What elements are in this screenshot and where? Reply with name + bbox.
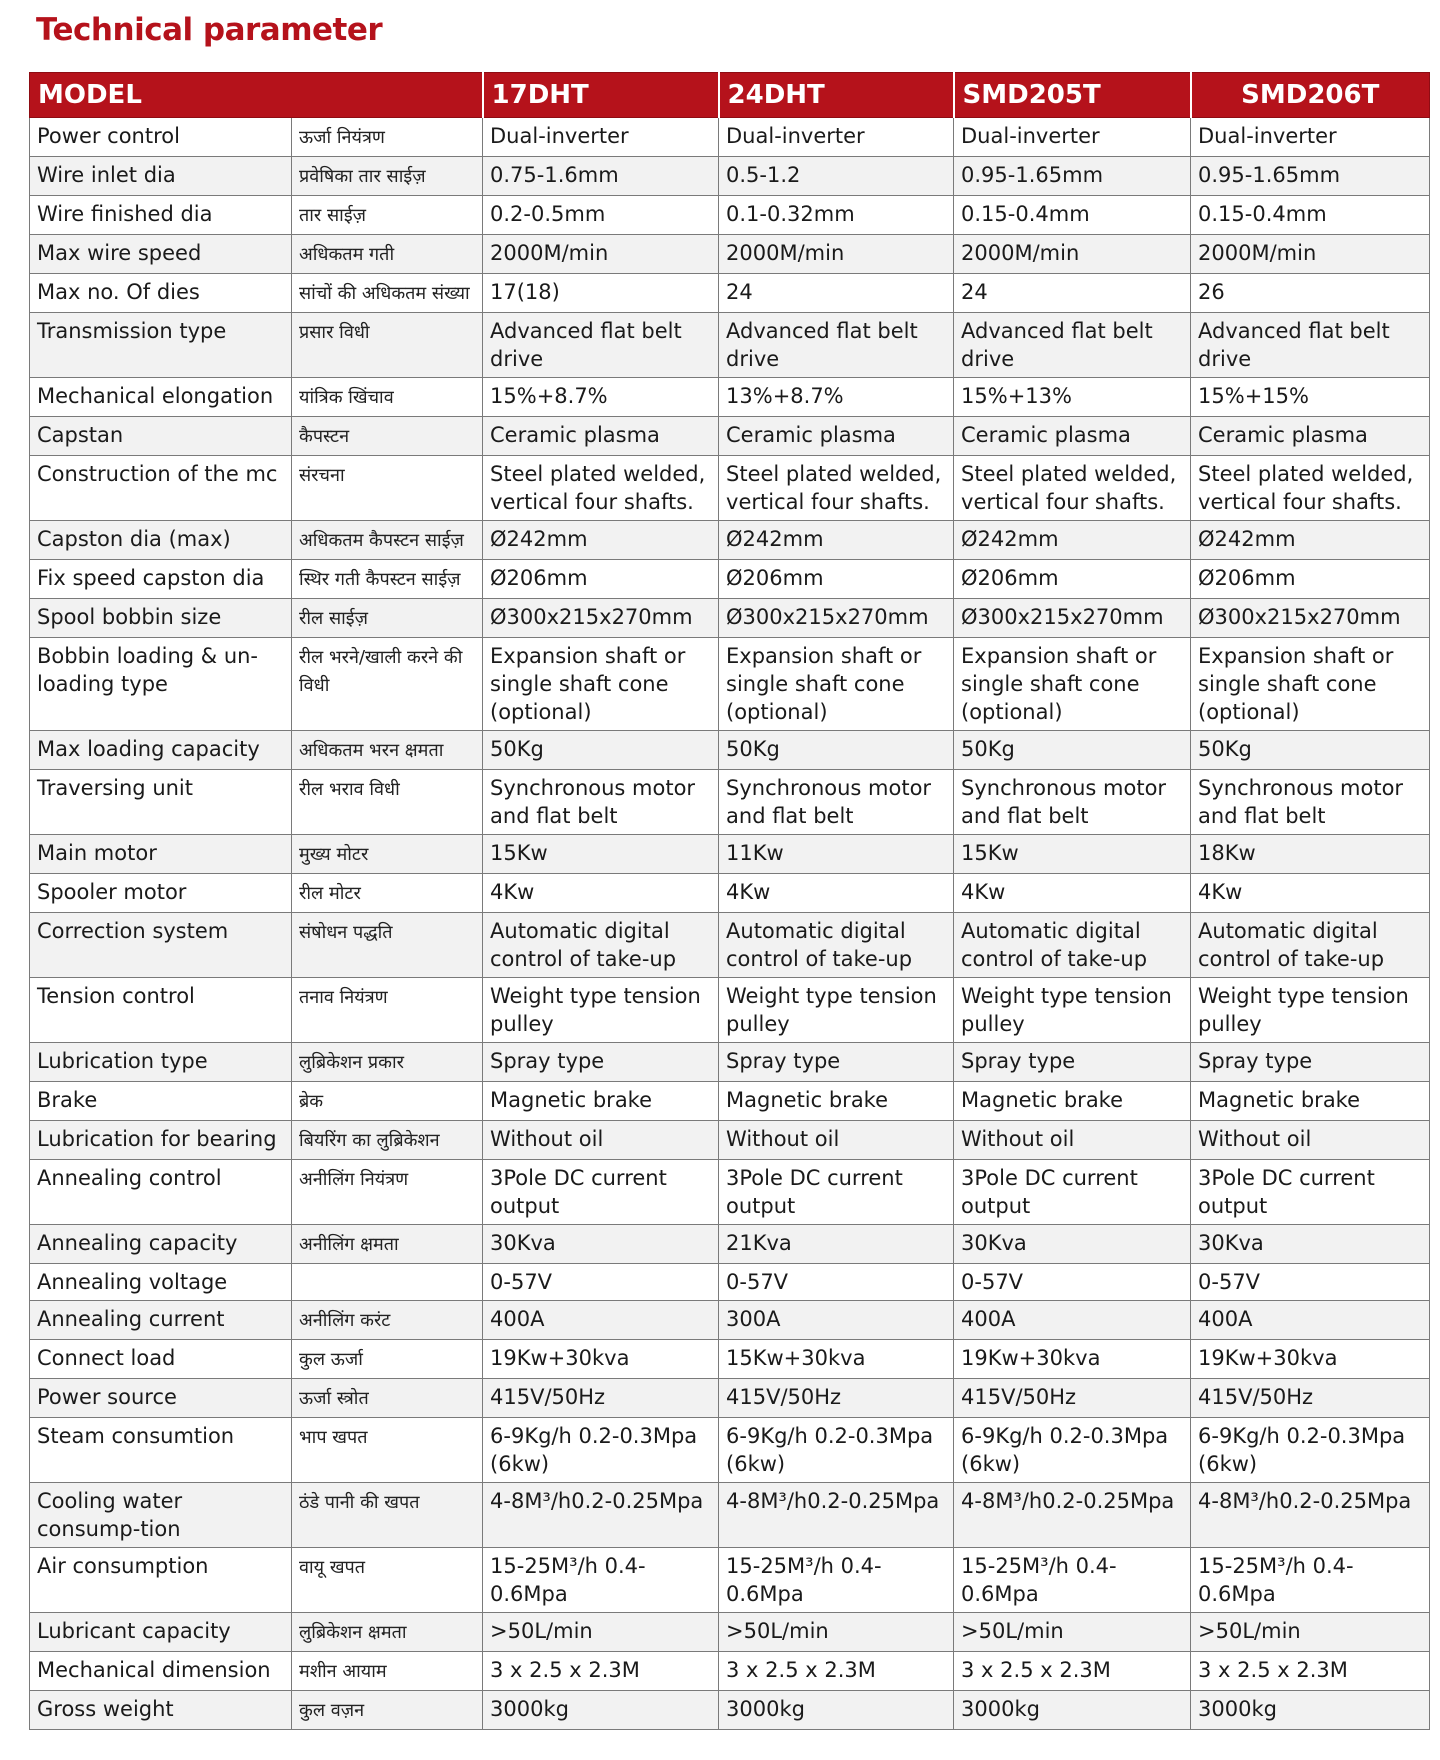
- param-value-model-3: 6-9Kg/h 0.2-0.3Mpa (6kw): [954, 1418, 1191, 1483]
- param-label-hindi: लुब्रिकेशन प्रकार: [292, 1043, 483, 1082]
- param-value-model-2: 3 x 2.5 x 2.3M: [719, 1652, 954, 1691]
- param-label: Steam consumtion: [30, 1418, 292, 1483]
- param-value-model-1: 400A: [483, 1301, 719, 1340]
- param-label-hindi: तनाव नियंत्रण: [292, 978, 483, 1043]
- param-value-model-4: Weight type tension pulley: [1191, 978, 1430, 1043]
- param-value-model-1: Spray type: [483, 1043, 719, 1082]
- table-row: [30, 874, 1430, 913]
- param-label-hindi: रील भराव विधी: [292, 770, 483, 835]
- param-label: Annealing capacity: [30, 1225, 292, 1264]
- param-value-model-4: 4-8M³/h0.2-0.25Mpa: [1191, 1483, 1430, 1548]
- param-value-model-3: 4Kw: [954, 874, 1191, 913]
- table-header: [30, 73, 1430, 118]
- param-value-model-3: 19Kw+30kva: [954, 1340, 1191, 1379]
- param-label: Mechanical elongation: [30, 378, 292, 417]
- param-label: Bobbin loading & un-loading type: [30, 638, 292, 731]
- param-label: Connect load: [30, 1340, 292, 1379]
- param-value-model-1: Advanced flat belt drive: [483, 313, 719, 378]
- param-value-model-4: Ø206mm: [1191, 560, 1430, 599]
- param-value-model-4: 3000kg: [1191, 1691, 1430, 1730]
- param-value-model-3: 3000kg: [954, 1691, 1191, 1730]
- param-value-model-1: Automatic digital control of take-up: [483, 913, 719, 978]
- param-value-model-3: 30Kva: [954, 1225, 1191, 1264]
- param-label-hindi: अनीलिंग नियंत्रण: [292, 1160, 483, 1225]
- param-label-hindi: ऊर्जा नियंत्रण: [292, 118, 483, 157]
- param-value-model-3: Without oil: [954, 1121, 1191, 1160]
- param-label: Annealing control: [30, 1160, 292, 1225]
- table-body: [30, 118, 1430, 1730]
- param-value-model-2: 4-8M³/h0.2-0.25Mpa: [719, 1483, 954, 1548]
- table-row: [30, 1340, 1430, 1379]
- param-label-hindi: संरचना: [292, 456, 483, 521]
- param-value-model-2: Dual-inverter: [719, 118, 954, 157]
- param-value-model-2: 2000M/min: [719, 235, 954, 274]
- param-label-hindi: रील मोटर: [292, 874, 483, 913]
- param-value-model-4: Automatic digital control of take-up: [1191, 913, 1430, 978]
- param-value-model-1: 15Kw: [483, 835, 719, 874]
- param-value-model-2: Ø206mm: [719, 560, 954, 599]
- param-value-model-4: 26: [1191, 274, 1430, 313]
- param-value-model-2: 15Kw+30kva: [719, 1340, 954, 1379]
- param-value-model-1: 4Kw: [483, 874, 719, 913]
- param-label: Main motor: [30, 835, 292, 874]
- param-label: Spool bobbin size: [30, 599, 292, 638]
- param-value-model-3: Automatic digital control of take-up: [954, 913, 1191, 978]
- param-value-model-1: 3Pole DC current output: [483, 1160, 719, 1225]
- param-value-model-2: 3000kg: [719, 1691, 954, 1730]
- param-value-model-2: 11Kw: [719, 835, 954, 874]
- table-row: [30, 118, 1430, 157]
- param-label-hindi: बियरिंग का लुब्रिकेशन: [292, 1121, 483, 1160]
- param-value-model-3: Weight type tension pulley: [954, 978, 1191, 1043]
- param-value-model-3: 50Kg: [954, 731, 1191, 770]
- param-value-model-4: 0.15-0.4mm: [1191, 196, 1430, 235]
- param-value-model-2: 4Kw: [719, 874, 954, 913]
- param-value-model-1: Ø300x215x270mm: [483, 599, 719, 638]
- param-label-hindi: रील भरने/खाली करने की विधी: [292, 638, 483, 731]
- param-label: Wire inlet dia: [30, 157, 292, 196]
- param-value-model-1: Weight type tension pulley: [483, 978, 719, 1043]
- param-label: Wire finished dia: [30, 196, 292, 235]
- param-label: Max no. Of dies: [30, 274, 292, 313]
- param-value-model-1: 4-8M³/h0.2-0.25Mpa: [483, 1483, 719, 1548]
- param-value-model-4: Ø300x215x270mm: [1191, 599, 1430, 638]
- param-value-model-1: 3000kg: [483, 1691, 719, 1730]
- param-value-model-3: 3Pole DC current output: [954, 1160, 1191, 1225]
- param-value-model-4: 0-57V: [1191, 1264, 1430, 1301]
- param-value-model-2: Steel plated welded, vertical four shafts.: [719, 456, 954, 521]
- param-value-model-1: 30Kva: [483, 1225, 719, 1264]
- param-label-hindi: ऊर्जा स्त्रोत: [292, 1379, 483, 1418]
- table-row: [30, 770, 1430, 835]
- table-row: [30, 1082, 1430, 1121]
- param-label: Mechanical dimension: [30, 1652, 292, 1691]
- table-row: [30, 638, 1430, 731]
- param-value-model-3: 15-25M³/h 0.4-0.6Mpa: [954, 1548, 1191, 1613]
- param-value-model-4: 4Kw: [1191, 874, 1430, 913]
- param-value-model-3: 415V/50Hz: [954, 1379, 1191, 1418]
- param-value-model-2: Weight type tension pulley: [719, 978, 954, 1043]
- param-label: Construction of the mc: [30, 456, 292, 521]
- param-value-model-3: 0.95-1.65mm: [954, 157, 1191, 196]
- param-value-model-2: Synchronous motor and flat belt: [719, 770, 954, 835]
- table-row: [30, 978, 1430, 1043]
- param-value-model-3: 15Kw: [954, 835, 1191, 874]
- param-value-model-4: 400A: [1191, 1301, 1430, 1340]
- table-row: [30, 417, 1430, 456]
- param-label-hindi: भाप खपत: [292, 1418, 483, 1483]
- param-value-model-3: Ø206mm: [954, 560, 1191, 599]
- param-label-hindi: प्रसार विधी: [292, 313, 483, 378]
- table-row: [30, 835, 1430, 874]
- param-label-hindi: [292, 1264, 483, 1301]
- param-value-model-2: 0.5-1.2: [719, 157, 954, 196]
- param-value-model-3: Spray type: [954, 1043, 1191, 1082]
- table-row: [30, 1225, 1430, 1264]
- param-value-model-1: 2000M/min: [483, 235, 719, 274]
- table-row: [30, 1379, 1430, 1418]
- param-value-model-4: 30Kva: [1191, 1225, 1430, 1264]
- param-value-model-1: 6-9Kg/h 0.2-0.3Mpa (6kw): [483, 1418, 719, 1483]
- param-value-model-2: Without oil: [719, 1121, 954, 1160]
- param-value-model-4: 0.95-1.65mm: [1191, 157, 1430, 196]
- param-label-hindi: अधिकतम गती: [292, 235, 483, 274]
- param-value-model-2: Ø242mm: [719, 521, 954, 560]
- param-value-model-4: 19Kw+30kva: [1191, 1340, 1430, 1379]
- param-label: Brake: [30, 1082, 292, 1121]
- table-row: [30, 599, 1430, 638]
- param-value-model-3: Synchronous motor and flat belt: [954, 770, 1191, 835]
- param-label-hindi: कुल वज़न: [292, 1691, 483, 1730]
- table-row: [30, 1483, 1430, 1548]
- param-value-model-3: Magnetic brake: [954, 1082, 1191, 1121]
- param-value-model-3: Ø242mm: [954, 521, 1191, 560]
- table-row: [30, 560, 1430, 599]
- param-label-hindi: अधिकतम भरन क्षमता: [292, 731, 483, 770]
- param-label-hindi: ठंडे पानी की खपत: [292, 1483, 483, 1548]
- param-label: Power control: [30, 118, 292, 157]
- param-label-hindi: कैपस्टन: [292, 417, 483, 456]
- param-value-model-2: Ceramic plasma: [719, 417, 954, 456]
- param-label: Spooler motor: [30, 874, 292, 913]
- param-value-model-2: 0.1-0.32mm: [719, 196, 954, 235]
- param-label-hindi: प्रवेषिका तार साईज़: [292, 157, 483, 196]
- param-label: Traversing unit: [30, 770, 292, 835]
- param-label-hindi: अनीलिंग क्षमता: [292, 1225, 483, 1264]
- param-value-model-4: 2000M/min: [1191, 235, 1430, 274]
- table-row: [30, 378, 1430, 417]
- param-label: Max wire speed: [30, 235, 292, 274]
- param-value-model-2: 6-9Kg/h 0.2-0.3Mpa (6kw): [719, 1418, 954, 1483]
- param-label-hindi: ब्रेक: [292, 1082, 483, 1121]
- param-value-model-1: Without oil: [483, 1121, 719, 1160]
- table-row: [30, 521, 1430, 560]
- table-row: [30, 913, 1430, 978]
- param-label: Capston dia (max): [30, 521, 292, 560]
- param-label-hindi: रील साईज़: [292, 599, 483, 638]
- param-value-model-2: Spray type: [719, 1043, 954, 1082]
- param-value-model-2: 24: [719, 274, 954, 313]
- param-label-hindi: लुब्रिकेशन क्षमता: [292, 1613, 483, 1652]
- param-label: Lubrication for bearing: [30, 1121, 292, 1160]
- param-label: Lubricant capacity: [30, 1613, 292, 1652]
- param-label: Air consumption: [30, 1548, 292, 1613]
- table-row: [30, 313, 1430, 378]
- param-label: Annealing voltage: [30, 1264, 292, 1301]
- param-value-model-1: 50Kg: [483, 731, 719, 770]
- param-label: Tension control: [30, 978, 292, 1043]
- param-value-model-1: Ceramic plasma: [483, 417, 719, 456]
- param-value-model-1: 3 x 2.5 x 2.3M: [483, 1652, 719, 1691]
- param-label: Annealing current: [30, 1301, 292, 1340]
- param-value-model-4: Synchronous motor and flat belt: [1191, 770, 1430, 835]
- param-value-model-2: 300A: [719, 1301, 954, 1340]
- param-value-model-1: Ø242mm: [483, 521, 719, 560]
- param-value-model-2: Magnetic brake: [719, 1082, 954, 1121]
- param-value-model-2: 21Kva: [719, 1225, 954, 1264]
- param-label-hindi: वायू खपत: [292, 1548, 483, 1613]
- param-label-hindi: संषोधन पद्धति: [292, 913, 483, 978]
- param-label: Power source: [30, 1379, 292, 1418]
- param-value-model-1: 0.75-1.6mm: [483, 157, 719, 196]
- param-value-model-4: 3Pole DC current output: [1191, 1160, 1430, 1225]
- param-value-model-2: Ø300x215x270mm: [719, 599, 954, 638]
- header-model-4: SMD206T: [1191, 73, 1430, 118]
- table-row: [30, 1264, 1430, 1301]
- table-row: [30, 1043, 1430, 1082]
- param-value-model-4: Without oil: [1191, 1121, 1430, 1160]
- param-value-model-4: 6-9Kg/h 0.2-0.3Mpa (6kw): [1191, 1418, 1430, 1483]
- param-label: Gross weight: [30, 1691, 292, 1730]
- param-value-model-1: 15%+8.7%: [483, 378, 719, 417]
- param-value-model-3: Expansion shaft or single shaft cone (optional): [954, 638, 1191, 731]
- param-value-model-3: >50L/min: [954, 1613, 1191, 1652]
- table-row: [30, 274, 1430, 313]
- header-model-3: SMD205T: [954, 73, 1191, 118]
- param-value-model-1: 0.2-0.5mm: [483, 196, 719, 235]
- table-row: [30, 1613, 1430, 1652]
- param-value-model-2: 13%+8.7%: [719, 378, 954, 417]
- table-row: [30, 1652, 1430, 1691]
- param-value-model-4: 3 x 2.5 x 2.3M: [1191, 1652, 1430, 1691]
- param-value-model-4: Advanced flat belt drive: [1191, 313, 1430, 378]
- param-value-model-2: 0-57V: [719, 1264, 954, 1301]
- param-value-model-3: 400A: [954, 1301, 1191, 1340]
- param-value-model-1: Steel plated welded, vertical four shafts.: [483, 456, 719, 521]
- param-value-model-2: Expansion shaft or single shaft cone (optional): [719, 638, 954, 731]
- table-row: [30, 1121, 1430, 1160]
- table-row: [30, 731, 1430, 770]
- param-label: Transmission type: [30, 313, 292, 378]
- param-value-model-4: 18Kw: [1191, 835, 1430, 874]
- table-row: [30, 235, 1430, 274]
- param-value-model-1: Dual-inverter: [483, 118, 719, 157]
- param-value-model-4: 15%+15%: [1191, 378, 1430, 417]
- param-value-model-2: 3Pole DC current output: [719, 1160, 954, 1225]
- spec-table: [29, 72, 1430, 1730]
- param-value-model-3: 2000M/min: [954, 235, 1191, 274]
- param-value-model-1: 0-57V: [483, 1264, 719, 1301]
- table-row: [30, 1160, 1430, 1225]
- table-row: [30, 1691, 1430, 1730]
- page-title: Technical parameter: [36, 12, 383, 48]
- param-value-model-4: Steel plated welded, vertical four shafts.: [1191, 456, 1430, 521]
- param-label-hindi: तार साईज़: [292, 196, 483, 235]
- param-value-model-3: 0.15-0.4mm: [954, 196, 1191, 235]
- param-label-hindi: कुल ऊर्जा: [292, 1340, 483, 1379]
- param-value-model-4: >50L/min: [1191, 1613, 1430, 1652]
- param-label-hindi: स्थिर गती कैपस्टन साईज़: [292, 560, 483, 599]
- header-model-1: 17DHT: [483, 73, 719, 118]
- param-value-model-1: Ø206mm: [483, 560, 719, 599]
- param-value-model-3: 4-8M³/h0.2-0.25Mpa: [954, 1483, 1191, 1548]
- param-value-model-1: Magnetic brake: [483, 1082, 719, 1121]
- param-value-model-4: Dual-inverter: [1191, 118, 1430, 157]
- param-value-model-4: Ceramic plasma: [1191, 417, 1430, 456]
- param-value-model-2: 50Kg: [719, 731, 954, 770]
- param-value-model-3: 15%+13%: [954, 378, 1191, 417]
- param-label: Fix speed capston dia: [30, 560, 292, 599]
- param-value-model-3: Steel plated welded, vertical four shafts.: [954, 456, 1191, 521]
- param-value-model-4: Expansion shaft or single shaft cone (optional): [1191, 638, 1430, 731]
- param-value-model-3: 24: [954, 274, 1191, 313]
- param-value-model-2: >50L/min: [719, 1613, 954, 1652]
- table-row: [30, 456, 1430, 521]
- param-label-hindi: अनीलिंग करंट: [292, 1301, 483, 1340]
- param-value-model-1: Synchronous motor and flat belt: [483, 770, 719, 835]
- param-label-hindi: यांत्रिक खिंचाव: [292, 378, 483, 417]
- param-label: Correction system: [30, 913, 292, 978]
- param-value-model-1: >50L/min: [483, 1613, 719, 1652]
- param-value-model-2: Advanced flat belt drive: [719, 313, 954, 378]
- table-row: [30, 1418, 1430, 1483]
- param-value-model-2: 415V/50Hz: [719, 1379, 954, 1418]
- param-value-model-4: Ø242mm: [1191, 521, 1430, 560]
- header-model: MODEL: [30, 73, 483, 118]
- param-value-model-3: 0-57V: [954, 1264, 1191, 1301]
- param-label-hindi: मशीन आयाम: [292, 1652, 483, 1691]
- param-value-model-4: 415V/50Hz: [1191, 1379, 1430, 1418]
- param-label-hindi: मुख्य मोटर: [292, 835, 483, 874]
- param-value-model-3: Ceramic plasma: [954, 417, 1191, 456]
- param-value-model-2: 15-25M³/h 0.4-0.6Mpa: [719, 1548, 954, 1613]
- param-value-model-4: 50Kg: [1191, 731, 1430, 770]
- param-label: Lubrication type: [30, 1043, 292, 1082]
- param-value-model-3: 3 x 2.5 x 2.3M: [954, 1652, 1191, 1691]
- param-label: Capstan: [30, 417, 292, 456]
- table-row: [30, 157, 1430, 196]
- header-model-2: 24DHT: [719, 73, 954, 118]
- param-value-model-1: 17(18): [483, 274, 719, 313]
- param-label-hindi: अधिकतम कैपस्टन साईज़: [292, 521, 483, 560]
- param-value-model-1: 415V/50Hz: [483, 1379, 719, 1418]
- param-value-model-4: 15-25M³/h 0.4-0.6Mpa: [1191, 1548, 1430, 1613]
- param-value-model-3: Dual-inverter: [954, 118, 1191, 157]
- param-label: Max loading capacity: [30, 731, 292, 770]
- param-label-hindi: सांचों की अधिकतम संख्या: [292, 274, 483, 313]
- param-value-model-4: Spray type: [1191, 1043, 1430, 1082]
- param-value-model-4: Magnetic brake: [1191, 1082, 1430, 1121]
- table-row: [30, 1548, 1430, 1613]
- param-value-model-3: Advanced flat belt drive: [954, 313, 1191, 378]
- param-value-model-3: Ø300x215x270mm: [954, 599, 1191, 638]
- param-value-model-1: Expansion shaft or single shaft cone (optional): [483, 638, 719, 731]
- table-row: [30, 196, 1430, 235]
- param-value-model-1: 19Kw+30kva: [483, 1340, 719, 1379]
- param-value-model-1: 15-25M³/h 0.4-0.6Mpa: [483, 1548, 719, 1613]
- param-value-model-2: Automatic digital control of take-up: [719, 913, 954, 978]
- param-label: Cooling water consump-tion: [30, 1483, 292, 1548]
- table-row: [30, 1301, 1430, 1340]
